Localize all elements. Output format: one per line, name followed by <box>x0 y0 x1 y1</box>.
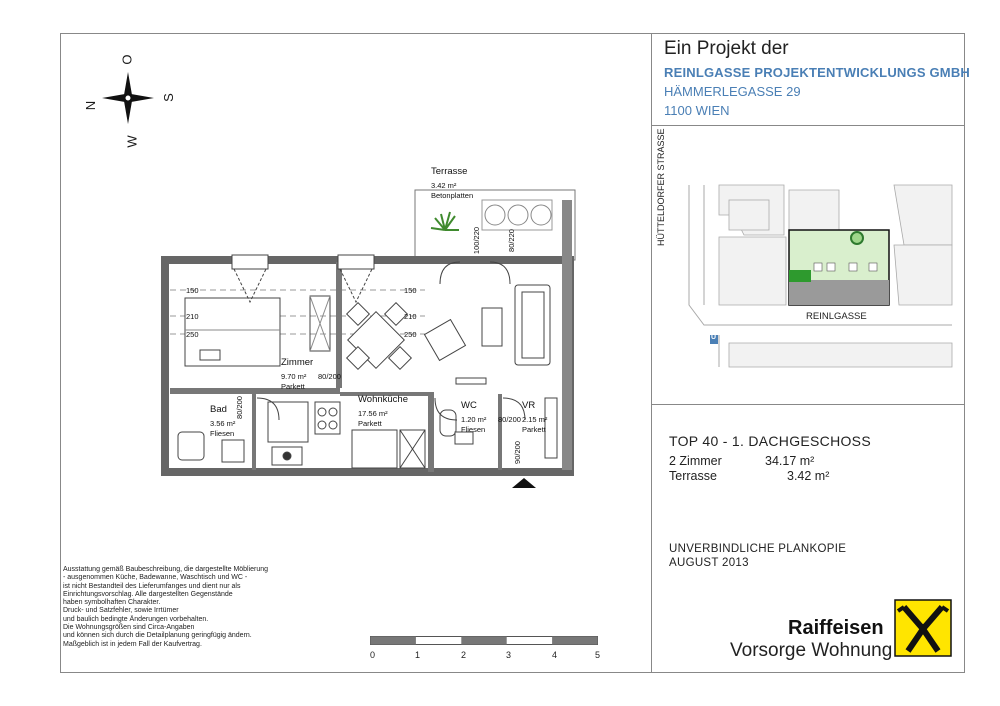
room-wc-floor: Fliesen <box>461 425 486 434</box>
disclaimer-line: und können sich durch die Detailplanung geringfügig ändern. <box>63 632 252 640</box>
terrace-door-1: 100/220 <box>472 226 482 255</box>
scale-5: 5 <box>595 650 601 660</box>
divider-siteplan <box>651 404 965 405</box>
room-terrasse-name: Terrasse <box>431 166 468 177</box>
unit-terrace-value: 3.42 m² <box>787 469 830 483</box>
project-city: 1100 WIEN <box>664 103 730 118</box>
scale-4: 4 <box>552 650 558 660</box>
room-wc-area: 1.20 m² <box>461 415 487 424</box>
room-bad-floor: Fliesen <box>210 429 235 438</box>
compass-south: S <box>160 93 176 102</box>
room-zimmer-floor: Parkett <box>281 382 305 391</box>
room-terrasse-floor: Betonplatten <box>431 191 474 200</box>
notice-line2: AUGUST 2013 <box>669 557 749 569</box>
room-wc-door: 80/200 <box>498 415 521 424</box>
compass-west: W <box>124 135 140 148</box>
room-bad-area: 3.56 m² <box>210 419 236 428</box>
height-250-left: 250 <box>186 330 199 339</box>
room-vr-door: 90/200 <box>512 441 522 464</box>
project-intro: Ein Projekt der <box>664 38 789 59</box>
scale-2: 2 <box>461 650 467 660</box>
metro-icon: U <box>711 334 717 341</box>
brand-vorsorge: Vorsorge Wohnung <box>730 640 893 661</box>
disclaimer-line: und baulich bedingte Änderungen vorbehalten. <box>63 615 209 623</box>
height-150-right: 150 <box>404 286 417 295</box>
compass-east: O <box>119 54 135 65</box>
notice-line1: UNVERBINDLICHE PLANKOPIE <box>669 543 847 555</box>
site-street-vertical: HÜTTELDORFER STRASSE <box>656 128 666 246</box>
terrace-door-2: 80/220 <box>506 229 516 252</box>
height-250-right: 250 <box>404 330 417 339</box>
scale-0: 0 <box>370 650 376 660</box>
disclaimer-line: Die Wohnungsgrößen sind Circa-Angaben <box>63 624 195 632</box>
scale-3: 3 <box>506 650 512 660</box>
height-210-right: 210 <box>404 312 417 321</box>
room-vr-name: VR <box>522 400 536 411</box>
divider-header <box>651 125 965 126</box>
height-150-left: 150 <box>186 286 199 295</box>
project-company: REINLGASSE PROJEKTENTWICKLUNGS GMBH <box>664 65 971 80</box>
disclaimer-line: haben symbolhaften Charakter. <box>63 599 161 607</box>
unit-rooms-label: 2 Zimmer <box>669 454 722 468</box>
room-wohnkueche-area: 17.56 m² <box>358 409 388 418</box>
unit-rooms-value: 34.17 m² <box>765 454 815 468</box>
room-wohnkueche-floor: Parkett <box>358 419 382 428</box>
height-210-left: 210 <box>186 312 199 321</box>
disclaimer-line: Maßgeblich ist in jedem Fall der Kaufvertrag. <box>63 640 202 648</box>
compass-north: N <box>83 100 99 111</box>
scale-1: 1 <box>415 650 421 660</box>
room-bad-name: Bad <box>210 404 227 415</box>
room-wohnkueche-name: Wohnküche <box>358 394 408 405</box>
unit-title: TOP 40 - 1. DACHGESCHOSS <box>669 433 871 449</box>
room-bad-door: 80/200 <box>234 396 244 419</box>
unit-terrace-label: Terrasse <box>669 469 717 483</box>
raiffeisen-logo-icon <box>894 599 952 657</box>
project-street: HÄMMERLEGASSE 29 <box>664 84 801 99</box>
disclaimer <box>63 566 333 649</box>
disclaimer-line: Einrichtungsvorschlag. Alle dargestellten Gegenstände <box>63 590 233 598</box>
room-terrasse-area: 3.42 m² <box>431 181 457 190</box>
room-vr-floor: Parkett <box>522 425 546 434</box>
disclaimer-line: ist nicht Bestandteil des Lieferumfanges und dient nur als <box>63 582 241 590</box>
disclaimer-line: Druck- und Satzfehler, sowie Irrtümer <box>63 607 179 615</box>
disclaimer-line: - ausgenommen Küche, Badewanne, Waschtisch und WC - <box>63 574 248 582</box>
site-street-horizontal: REINLGASSE <box>806 311 867 322</box>
panel-divider <box>651 33 652 673</box>
room-wc-name: WC <box>461 400 477 411</box>
room-zimmer-name: Zimmer <box>281 357 314 368</box>
room-zimmer-window: 80/200 <box>318 372 341 381</box>
room-vr-area: 2.15 m² <box>522 415 548 424</box>
site-plan-map <box>664 175 954 370</box>
scale-bar <box>370 636 602 648</box>
brand-raiffeisen: Raiffeisen <box>788 617 884 639</box>
room-zimmer-area: 9.70 m² <box>281 372 307 381</box>
disclaimer-line: Ausstattung gemäß Baubeschreibung, die dargestellte Möblierung <box>63 566 269 573</box>
